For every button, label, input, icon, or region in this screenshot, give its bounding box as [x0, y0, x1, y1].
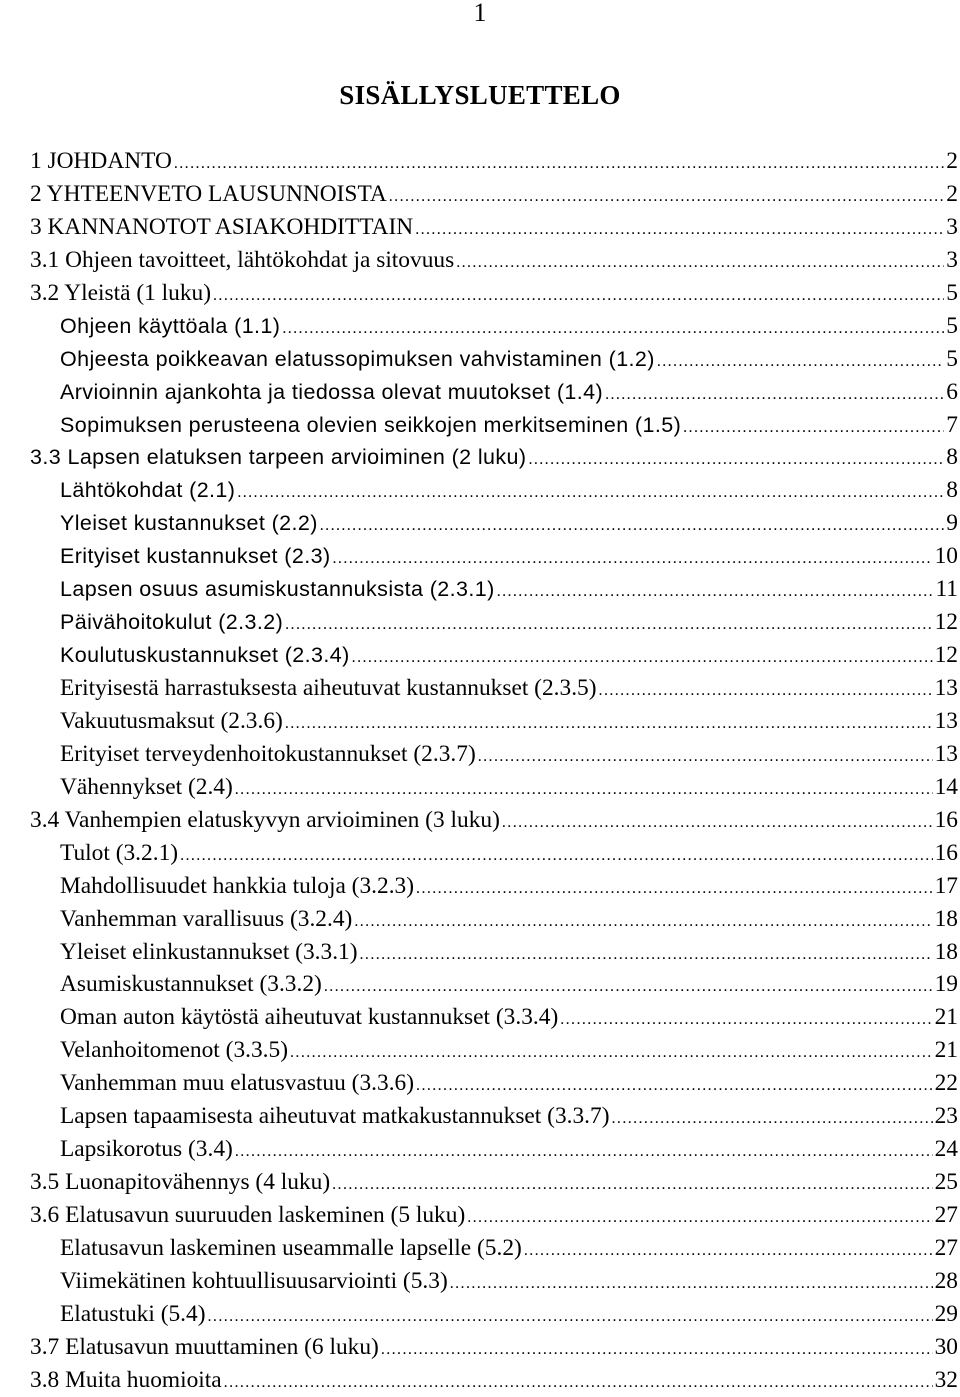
dot-leader — [290, 1037, 933, 1067]
toc-entry-title: 1 JOHDANTO — [30, 148, 172, 174]
toc-entry-page-number: 24 — [934, 1136, 958, 1163]
dot-leader — [381, 1334, 933, 1364]
toc-entry-page-number: 19 — [934, 971, 958, 998]
dot-leader — [282, 313, 944, 343]
toc-entry-page-number: 27 — [934, 1234, 958, 1261]
dot-leader — [456, 247, 944, 277]
toc-entry[interactable] — [30, 310, 958, 343]
toc-entry[interactable] — [30, 1100, 958, 1133]
toc-entry-title: Elatusavun laskeminen useammalle lapselle (5.2) — [60, 1234, 522, 1261]
dot-leader — [213, 280, 944, 310]
toc-entry-page-number: 6 — [946, 378, 958, 405]
dot-leader — [657, 346, 944, 376]
toc-entry[interactable] — [30, 771, 958, 804]
toc-entry-title: 3.4 Vanhempien elatuskyvyn arvioiminen (3 luku) — [30, 806, 500, 833]
dot-leader — [524, 1235, 933, 1265]
toc-entry-page-number: 8 — [946, 477, 958, 504]
toc-entry[interactable] — [30, 376, 958, 409]
toc-entry-page-number: 29 — [934, 1300, 958, 1327]
dot-leader — [174, 148, 944, 178]
dot-leader — [560, 1004, 932, 1034]
dot-leader — [415, 214, 944, 244]
toc-entry[interactable] — [30, 1166, 958, 1199]
toc-entry-title: Vakuutusmaksut (2.3.6) — [60, 707, 283, 734]
toc-entry-title: 3.3 Lapsen elatuksen tarpeen arvioiminen (2 luku) — [30, 445, 527, 470]
toc-entry-title: 3 KANNANOTOT ASIAKOHDITTAIN — [30, 213, 414, 240]
toc-entry-page-number: 8 — [946, 444, 958, 471]
dot-leader — [416, 1070, 933, 1100]
toc-entry-page-number: 23 — [934, 1103, 958, 1130]
toc-entry-page-number: 14 — [934, 773, 958, 800]
toc-entry[interactable] — [30, 1133, 958, 1166]
dot-leader — [478, 741, 933, 771]
toc-entry[interactable] — [30, 639, 958, 672]
dot-leader — [333, 543, 933, 573]
toc-entry-title: Sopimuksen perusteena olevien seikkojen merkitseminen (1.5) — [60, 412, 682, 437]
toc-entry-title: Velanhoitomenot (3.3.5) — [60, 1037, 289, 1064]
dot-leader — [324, 971, 933, 1001]
toc-entry-page-number: 16 — [934, 839, 958, 866]
dot-leader — [208, 1301, 933, 1331]
toc-entry-page-number: 7 — [946, 411, 958, 438]
dot-leader — [497, 576, 934, 606]
toc-entry[interactable] — [30, 1232, 958, 1265]
toc-entry-page-number: 13 — [934, 707, 958, 734]
toc-entry-title: Erityiset kustannukset (2.3) — [60, 544, 331, 569]
toc-entry-page-number: 18 — [934, 938, 958, 965]
toc-entry[interactable] — [30, 1298, 958, 1331]
toc-entry-page-number: 5 — [946, 345, 958, 372]
toc-entry-title: Erityiset terveydenhoitokustannukset (2.3.7) — [60, 740, 476, 767]
dot-leader — [237, 477, 944, 507]
dot-leader — [467, 1202, 932, 1232]
toc-entry-title: Koulutuskustannukset (2.3.4) — [60, 643, 350, 668]
toc-entry-page-number: 5 — [946, 312, 958, 339]
toc-entry-title: Vanhemman muu elatusvastuu (3.3.6) — [60, 1070, 415, 1097]
dot-leader — [389, 181, 945, 211]
toc-entry-title: Päivähoitokulut (2.3.2) — [60, 610, 284, 635]
toc-entry[interactable] — [30, 870, 958, 903]
toc-entry-title: 3.5 Luonapitovähennys (4 luku) — [30, 1169, 331, 1196]
dot-leader — [285, 708, 933, 738]
toc-entry-title: Lapsen tapaamisesta aiheutuvat matkakustannukset (3.3.7) — [60, 1103, 610, 1130]
toc-entry-page-number: 22 — [934, 1070, 958, 1097]
toc-entry[interactable] — [30, 1001, 958, 1034]
toc-entry-page-number: 12 — [934, 609, 958, 636]
toc-entry[interactable] — [30, 343, 958, 376]
toc-entry-page-number: 11 — [935, 576, 958, 603]
dot-leader — [180, 840, 933, 870]
toc-entry[interactable] — [30, 1331, 958, 1364]
toc-entry-title: 3.1 Ohjeen tavoitteet, lähtökohdat ja sitovuus — [30, 246, 455, 273]
toc-entry-title: Vanhemman varallisuus (3.2.4) — [60, 905, 353, 932]
toc-entry-title: Mahdollisuudet hankkia tuloja (3.2.3) — [60, 872, 415, 899]
toc-entry-title: Ohjeen käyttöala (1.1) — [60, 313, 281, 338]
toc-entry[interactable] — [30, 441, 958, 474]
toc-entry-title: Arvioinnin ajankohta ja tiedossa olevat muutokset (1.4) — [60, 379, 604, 404]
toc-entry[interactable] — [30, 672, 958, 705]
toc-entry-title: 3.6 Elatusavun suuruuden laskeminen (5 luku) — [30, 1202, 466, 1228]
toc-entry-page-number: 25 — [934, 1169, 958, 1196]
toc-entry-page-number: 13 — [934, 675, 958, 701]
dot-leader — [352, 642, 933, 672]
toc-entry[interactable] — [30, 540, 958, 573]
toc-entry-title: Lapsen osuus asumiskustannuksista (2.3.1) — [60, 577, 495, 602]
toc-entry-title: Viimekätinen kohtuullisuusarviointi (5.3) — [60, 1267, 448, 1294]
toc-entry-title: Lähtökohdat (2.1) — [60, 478, 236, 503]
toc-entry-page-number: 3 — [946, 246, 958, 273]
dot-leader — [450, 1268, 933, 1298]
toc-entry-page-number: 27 — [934, 1202, 958, 1228]
toc-entry-title: Asumiskustannukset (3.3.2) — [60, 971, 322, 998]
dot-leader — [612, 1103, 933, 1133]
toc-entry[interactable] — [30, 1265, 958, 1298]
toc-entry-title: Erityisestä harrastuksesta aiheutuvat kustannukset (2.3.5) — [60, 675, 597, 701]
toc-entry-page-number: 28 — [934, 1267, 958, 1294]
toc-entry[interactable] — [30, 968, 958, 1001]
toc-entry-title: 3.8 Muita huomioita — [30, 1366, 222, 1393]
dot-leader — [285, 609, 932, 639]
toc-entry-page-number: 2 — [946, 148, 958, 174]
toc-entry-page-number: 16 — [934, 806, 958, 833]
toc-entry-page-number: 18 — [934, 905, 958, 932]
toc-entry[interactable] — [30, 211, 958, 244]
toc-entry-page-number: 12 — [934, 642, 958, 669]
toc-entry-page-number: 9 — [946, 510, 958, 537]
toc-entry-title: 3.2 Yleistä (1 luku) — [30, 279, 212, 306]
toc-entry[interactable] — [30, 573, 958, 606]
dot-leader — [683, 412, 944, 442]
dot-leader — [332, 1169, 932, 1199]
toc-entry[interactable] — [30, 409, 958, 442]
toc-entry-title: Tulot (3.2.1) — [60, 839, 179, 866]
toc-entry-page-number: 17 — [934, 872, 958, 899]
toc-entry-page-number: 13 — [934, 740, 958, 767]
dot-leader — [502, 807, 933, 837]
dot-leader — [224, 1367, 933, 1397]
toc-entry[interactable] — [30, 178, 958, 211]
toc-entry-title: Yleiset elinkustannukset (3.3.1) — [60, 938, 358, 965]
toc-entry-title: Lapsikorotus (3.4) — [60, 1136, 233, 1163]
toc-entry-page-number: 2 — [946, 180, 958, 207]
toc-entry[interactable] — [30, 507, 958, 540]
toc-entry[interactable] — [30, 1067, 958, 1100]
toc-entry-title: Vähennykset (2.4) — [60, 773, 233, 800]
toc-entry-page-number: 32 — [934, 1366, 958, 1393]
toc-entry-page-number: 5 — [946, 279, 958, 306]
dot-leader — [599, 675, 933, 705]
toc-entry[interactable] — [30, 1199, 958, 1232]
toc-entry[interactable] — [30, 705, 958, 738]
toc-entry[interactable] — [30, 1034, 958, 1067]
toc-entry-title: Oman auton käytöstä aiheutuvat kustannukset (3.3.4) — [60, 1004, 559, 1031]
toc-entry-page-number: 21 — [934, 1037, 958, 1064]
toc-entry-title: Elatustuki (5.4) — [60, 1300, 206, 1327]
toc-entry-title: 3.7 Elatusavun muuttaminen (6 luku) — [30, 1333, 379, 1360]
toc-entry-title: Yleiset kustannukset (2.2) — [60, 511, 318, 536]
page-number: 1 — [473, 0, 487, 27]
toc-entry[interactable] — [30, 804, 958, 837]
toc-entry-title: 2 YHTEENVETO LAUSUNNOISTA — [30, 180, 387, 207]
toc-entry[interactable] — [30, 277, 958, 310]
toc-entry[interactable] — [30, 244, 958, 277]
dot-leader — [235, 774, 933, 804]
toc-entry[interactable] — [30, 474, 958, 507]
table-of-contents — [30, 145, 958, 1397]
toc-entry-page-number: 21 — [934, 1004, 958, 1031]
toc-entry-page-number: 30 — [934, 1333, 958, 1360]
dot-leader — [416, 873, 933, 903]
toc-entry-page-number: 3 — [946, 213, 958, 240]
toc-entry-title: Ohjeesta poikkeavan elatussopimuksen vahvistaminen (1.2) — [60, 346, 655, 371]
toc-entry[interactable] — [30, 903, 958, 936]
dot-leader — [528, 444, 944, 474]
toc-entry[interactable] — [30, 837, 958, 870]
dot-leader — [320, 510, 945, 540]
toc-entry[interactable] — [30, 936, 958, 969]
toc-entry[interactable] — [30, 145, 958, 178]
toc-title: SISÄLLYSLUETTELO — [339, 80, 621, 110]
dot-leader — [360, 939, 933, 969]
dot-leader — [605, 379, 944, 409]
toc-entry[interactable] — [30, 606, 958, 639]
toc-entry[interactable] — [30, 738, 958, 771]
dot-leader — [235, 1136, 933, 1166]
dot-leader — [354, 906, 932, 936]
toc-entry-page-number: 10 — [934, 543, 958, 570]
